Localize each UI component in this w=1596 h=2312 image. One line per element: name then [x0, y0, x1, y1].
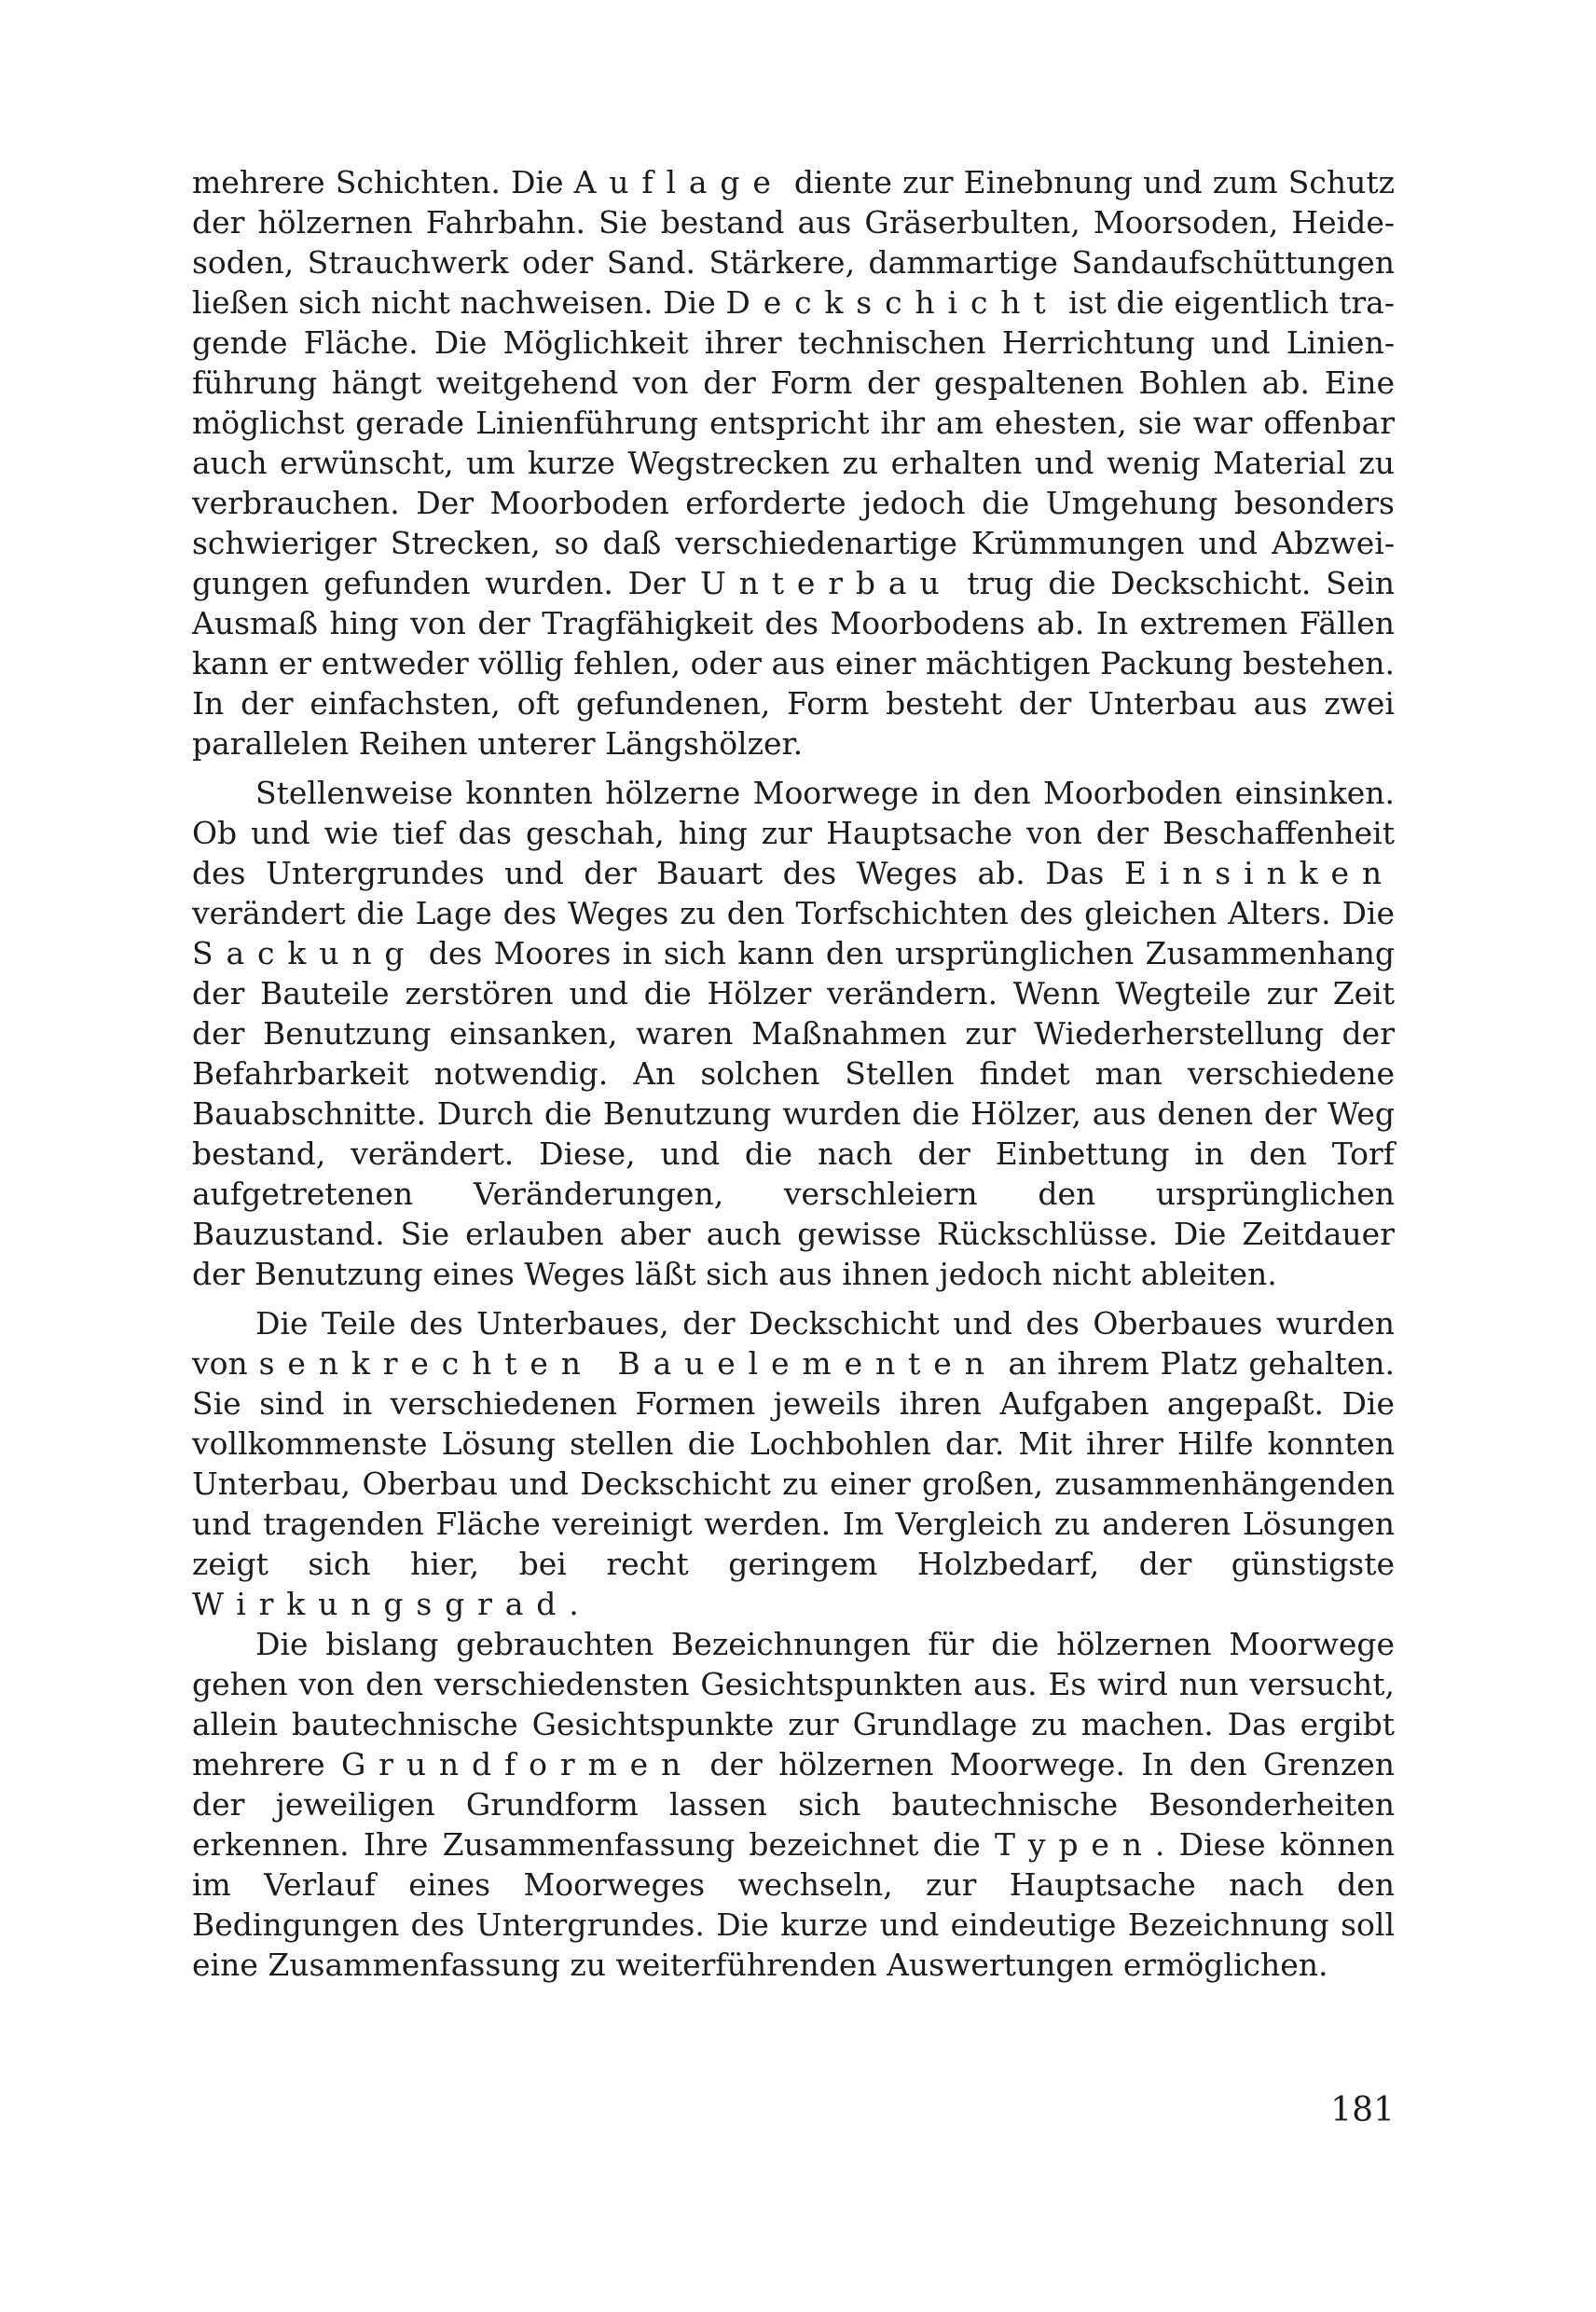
paragraph-2	[192, 773, 1395, 1294]
paragraph-4-segment: der hölzernen Moorwege. In den Grenzen der jeweiligen Grundform lassen sich bautechnische Besonderheiten erkennen. Ihre Zusammenfassung bezeichnet die	[192, 1746, 1395, 1863]
paragraph-1-segment: ist die eigentlich tragende Fläche. Die Möglichkeit ihrer technischen Herrichtung und Linienführung hängt weitgehend von der Form der gespaltenen Bohlen ab. Eine möglichst gerade Linienführung entspricht ihr am ehesten, sie war offenbar auch erwünscht, um kurze Wegstrecken zu erhalten und wenig Material zu verbrauchen. Der Moorboden erforderte jedoch die Umgehung besonders schwieriger Strecken, so daß verschiedenartige Krümmungen und Abzweigungen gefunden wurden. Der	[192, 284, 1395, 601]
spaced-term-unterbau: Unterbau	[699, 565, 953, 601]
spaced-term-sackung: Sackung	[192, 935, 418, 971]
paragraph-3-segment: .	[569, 1586, 579, 1622]
paragraph-1-segment: mehrere Schichten. Die	[192, 164, 574, 200]
spaced-term-wirkungsgrad: Wirkungsgrad	[192, 1586, 570, 1622]
paragraph-4-segment: Die bislang gebrauchten Bezeichnungen für die hölzernen Moorwege gehen von den verschiedensten Gesichtspunkten aus. Es wird nun versucht, allein bautechnische Gesichtspunkte zur Grundlage zu machen. Das ergibt mehrere	[192, 1626, 1395, 1782]
spaced-term-grundformen: Grundformen	[340, 1746, 695, 1782]
spaced-term-typen: Typen	[995, 1826, 1155, 1863]
page-number: 181	[1330, 2091, 1395, 2129]
paragraph-1-segment: diente zur Einebnung und zum Schutz der hölzernen Fahrbahn. Sie bestand aus Gräserbulten, Moorsoden, Heidesoden, Strauchwerk oder Sand. Stärkere, dammartige Sandaufschüttungen ließen sich nicht nachweisen. Die	[192, 164, 1395, 321]
paragraph-4-segment: . Diese können im Verlauf eines Moorweges wechseln, zur Hauptsache nach den Bedingungen des Untergrundes. Die kurze und eindeutige Bezeichnung soll eine Zusammenfassung zu weiterführenden Auswertungen ermöglichen.	[192, 1826, 1395, 1983]
paragraph-2-segment: verändert die Lage des Weges zu den Torfschichten des gleichen Alters. Die	[192, 895, 1395, 931]
paragraph-2-segment: des Moores in sich kann den ursprünglichen Zusammenhang der Bauteile zerstören und die Hölzer verändern. Wenn Wegteile zur Zeit der Benutzung einsanken, waren Maßnahmen zur Wiederherstellung der Befahrbarkeit notwendig. An solchen Stellen findet man verschiedene Bauabschnitte. Durch die Benutzung wurden die Hölzer, aus denen der Weg bestand, verändert. Diese, und die nach der Einbettung in den Torf aufgetretenen Veränderungen, verschleiern den ursprünglichen Bauzustand. Sie erlauben aber auch gewisse Rückschlüsse. Die Zeitdauer der Benutzung eines Weges läßt sich aus ihnen jedoch nicht ableiten.	[192, 935, 1395, 1292]
paragraph-1-segment: trug die Deckschicht. Sein Ausmaß hing von der Tragfähigkeit des Moorbodens ab. In extremen Fällen kann er entweder völlig fehlen, oder aus einer mächtigen Packung bestehen. In der einfachsten, oft gefundenen, Form besteht der Unterbau aus zwei parallelen Reihen unterer Längshölzer.	[192, 565, 1396, 762]
spaced-term-auflage: Auflage	[573, 164, 784, 200]
body-text	[192, 162, 1395, 1985]
spaced-term-senkrechte-bauelemente: senkrechten Bauelementen	[258, 1345, 998, 1382]
spaced-term-deckschicht: Deckschicht	[725, 284, 1059, 321]
paragraph-2-segment: Stellenweise konnten hölzerne Moorwege in den Moorboden einsinken. Ob und wie tief das geschah, hing zur Hauptsache von der Beschaffenheit des Untergrundes und der Bauart des Weges ab. Das	[192, 775, 1395, 891]
paragraph-3-segment: an ihrem Platz gehalten. Sie sind in verschiedenen Formen jeweils ihren Aufgaben angepaßt. Die vollkommenste Lösung stellen die Lochbohlen dar. Mit ihrer Hilfe konnten Unterbau, Oberbau und Deckschicht zu einer großen, zusammenhängenden und tragenden Fläche vereinigt werden. Im Vergleich zu anderen Lösungen zeigt sich hier, bei recht geringem Holzbedarf, der günstigste	[192, 1345, 1395, 1582]
paragraph-3-segment: Die Teile des Unterbaues, der Deckschicht und des Oberbaues wurden von	[192, 1305, 1395, 1382]
paragraph-4	[192, 1624, 1395, 1985]
spaced-term-einsinken: Einsinken	[1123, 855, 1395, 891]
paragraph-3	[192, 1303, 1395, 1624]
paragraph-1	[192, 162, 1395, 764]
